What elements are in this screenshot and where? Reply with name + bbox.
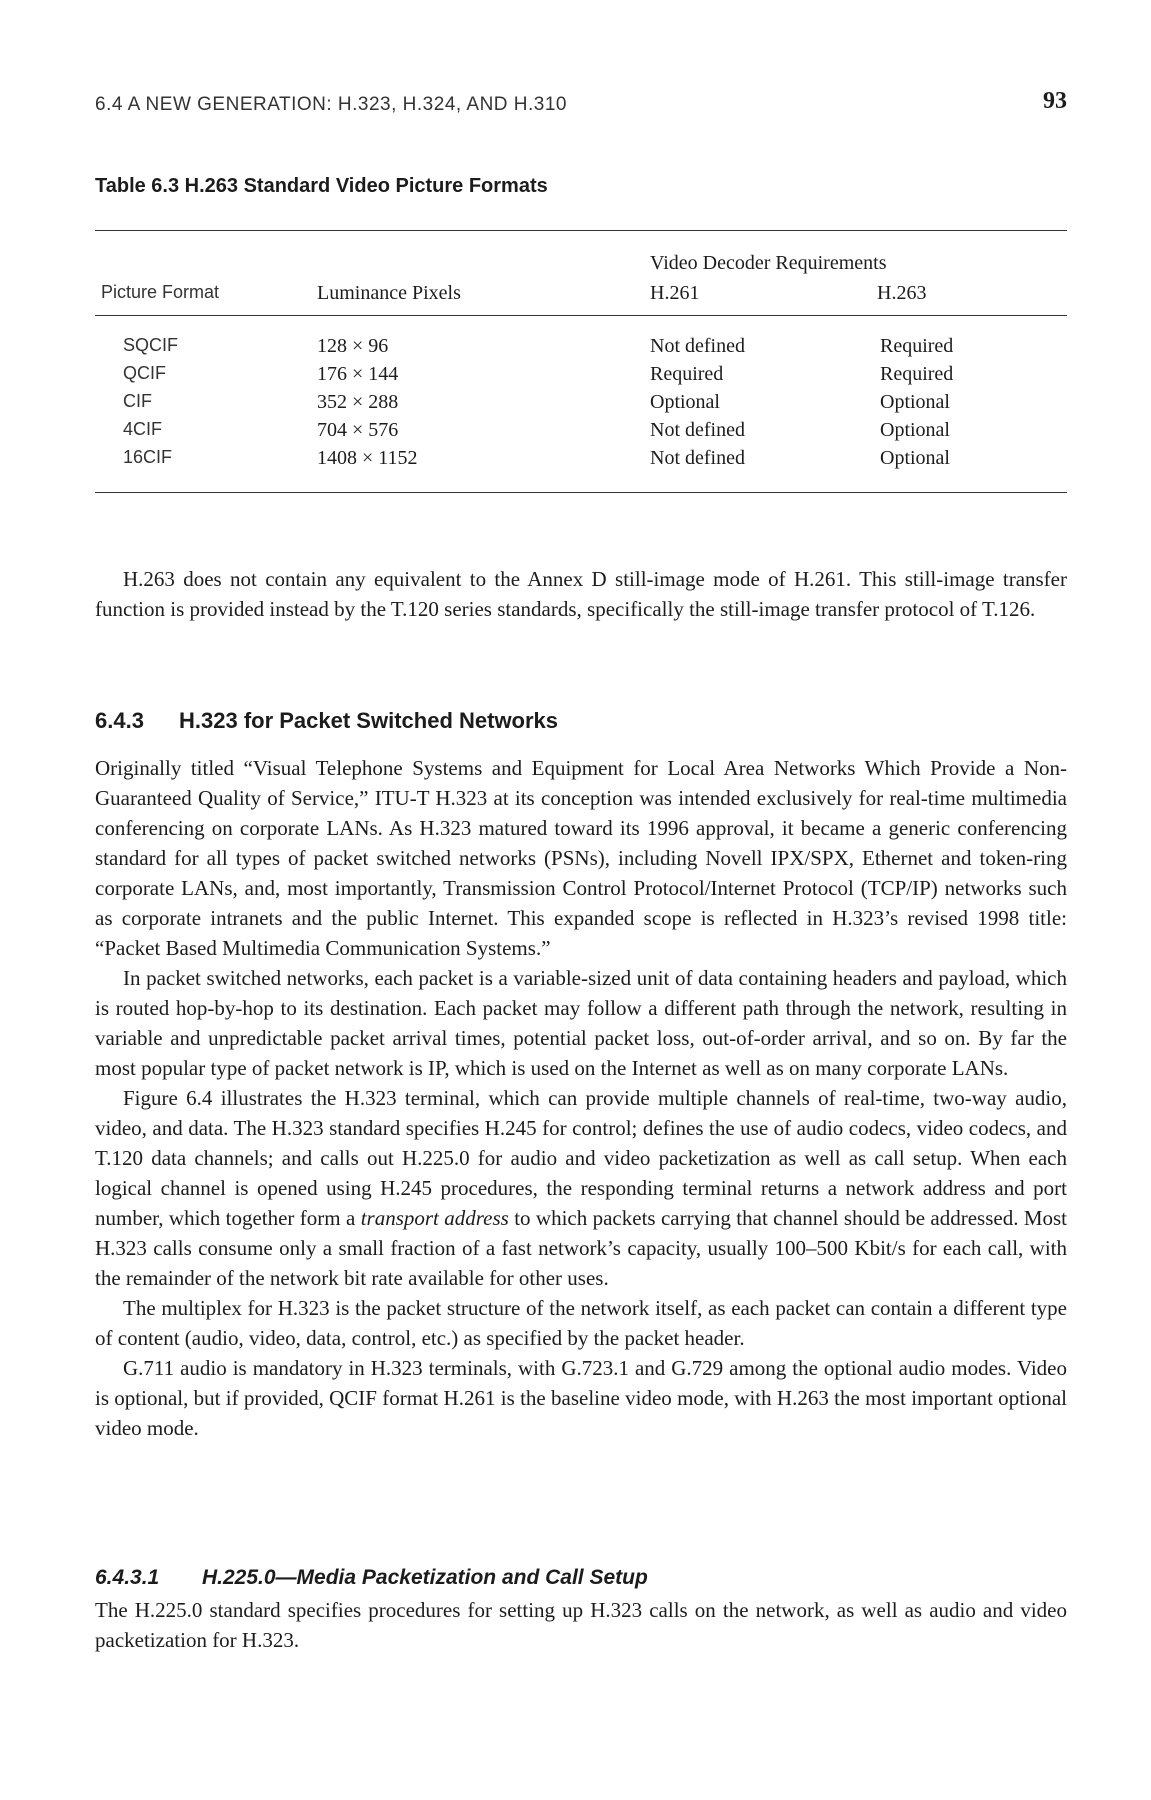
table-cell: 704 × 576: [317, 419, 399, 441]
table-cell: 1408 × 1152: [317, 447, 418, 469]
table-header-luminance: Luminance Pixels: [317, 282, 461, 304]
table-cell: SQCIF: [123, 335, 179, 355]
table-caption: Table 6.3 H.263 Standard Video Picture Formats: [95, 175, 548, 197]
section-heading-6-4-3: [95, 708, 558, 734]
table-group-header: Video Decoder Requirements: [650, 252, 887, 274]
table-cell: Required: [880, 363, 954, 385]
table-cell: CIF: [123, 391, 152, 411]
paragraph: [95, 1083, 1067, 1293]
table-cell: Optional: [880, 419, 950, 441]
running-head-section: 6.4 A NEW GENERATION: H.323, H.324, AND H.310: [95, 94, 567, 115]
table-top-rule: [95, 230, 1067, 231]
table-cell: Required: [880, 335, 954, 357]
running-head: [95, 88, 1067, 122]
paragraph-text: to which packets carrying that channel should be addressed. Most H.323 calls consume only a small fraction of a fast network’s capacity, usually 100–500 Kbit/s for each call, with the remainder of the network bit rate available for other uses.: [95, 1206, 1067, 1290]
table-cell: 16CIF: [123, 447, 173, 467]
table-cell: 128 × 96: [317, 335, 389, 357]
table-bottom-rule: [95, 492, 1067, 493]
paragraph: Originally titled “Visual Telephone Systems and Equipment for Local Area Networks Which Provide a Non-Guaranteed Quality of Service,” ITU-T H.323 at its conception was intended exclusively for real-time multimedia conferencing on corporate LANs. As H.323 matured toward its 1996 approval, it became a generic conferencing standard for all types of packet switched networks (PSNs), including Novell IPX/SPX, Ethernet and token-ring corporate LANs, and, most importantly, Transmission Control Protocol/Internet Protocol (TCP/IP) networks such as corporate intranets and the public Internet. This expanded scope is reflected in H.323’s revised 1998 title: “Packet Based Multimedia Communication Systems.”: [95, 756, 1067, 960]
paragraph-block-intro: [95, 564, 1067, 624]
paragraph: The multiplex for H.323 is the packet structure of the network itself, as each packet can contain a different type of content (audio, video, data, control, etc.) as specified by the packet header.: [95, 1296, 1067, 1350]
paragraph: In packet switched networks, each packet is a variable-sized unit of data containing headers and payload, which is routed hop-by-hop to its destination. Each packet may follow a different path through the network, resulting in variable and unpredictable packet arrival times, potential packet loss, out-of-order arrival, and so on. By far the most popular type of packet network is IP, which is used on the Internet as well as on many corporate LANs.: [95, 966, 1067, 1080]
paragraph: G.711 audio is mandatory in H.323 terminals, with G.723.1 and G.729 among the optional audio modes. Video is optional, but if provided, QCIF format H.261 is the baseline video mode, with H.263 the most important optional video mode.: [95, 1356, 1067, 1440]
subsection-heading-6-4-3-1: [95, 1566, 648, 1590]
paragraph-block-main: [95, 753, 1067, 1443]
table-header-h263: H.263: [877, 282, 927, 304]
subsection-title: H.225.0—Media Packetization and Call Setup: [202, 1566, 648, 1589]
table-cell: Optional: [650, 391, 720, 413]
table-cell: 176 × 144: [317, 363, 399, 385]
paragraph: The H.225.0 standard specifies procedures for setting up H.323 calls on the network, as well as audio and video packetization for H.323.: [95, 1598, 1067, 1652]
table-cell: Not defined: [650, 335, 745, 357]
subsection-number: 6.4.3.1: [95, 1566, 160, 1589]
table-cell: QCIF: [123, 363, 166, 383]
table-cell: Required: [650, 363, 724, 385]
emphasis-term: transport address: [360, 1206, 509, 1230]
section-number: 6.4.3: [95, 708, 144, 733]
table-header-picture-format: Picture Format: [101, 282, 220, 302]
table-cell: Not defined: [650, 447, 745, 469]
section-title: H.323 for Packet Switched Networks: [179, 708, 559, 733]
table-header-rule: [95, 315, 1067, 316]
page-number: 93: [1043, 88, 1067, 114]
paragraph: H.263 does not contain any equivalent to the Annex D still-image mode of H.261. This still-image transfer function is provided instead by the T.120 series standards, specifically the still-image transfer protocol of T.126.: [95, 567, 1067, 621]
paragraph-block-final: [95, 1595, 1067, 1655]
table-header-h261: H.261: [650, 282, 700, 304]
table-cell: Not defined: [650, 419, 745, 441]
table-cell: 4CIF: [123, 419, 163, 439]
table-cell: Optional: [880, 391, 950, 413]
table-cell: 352 × 288: [317, 391, 399, 413]
table-cell: Optional: [880, 447, 950, 469]
paragraph-text: Figure 6.4 illustrates the H.323 terminal, which can provide multiple channels of real-time, two-way audio, video, and data. The H.323 standard specifies H.245 for control; defines the use of audio codecs, video codecs, and T.120 data channels; and calls out H.225.0 for audio and video packetization as well as call setup. When each logical channel is opened using H.245 procedures, the responding terminal returns a network address and port number, which together form a: [95, 1086, 1067, 1230]
